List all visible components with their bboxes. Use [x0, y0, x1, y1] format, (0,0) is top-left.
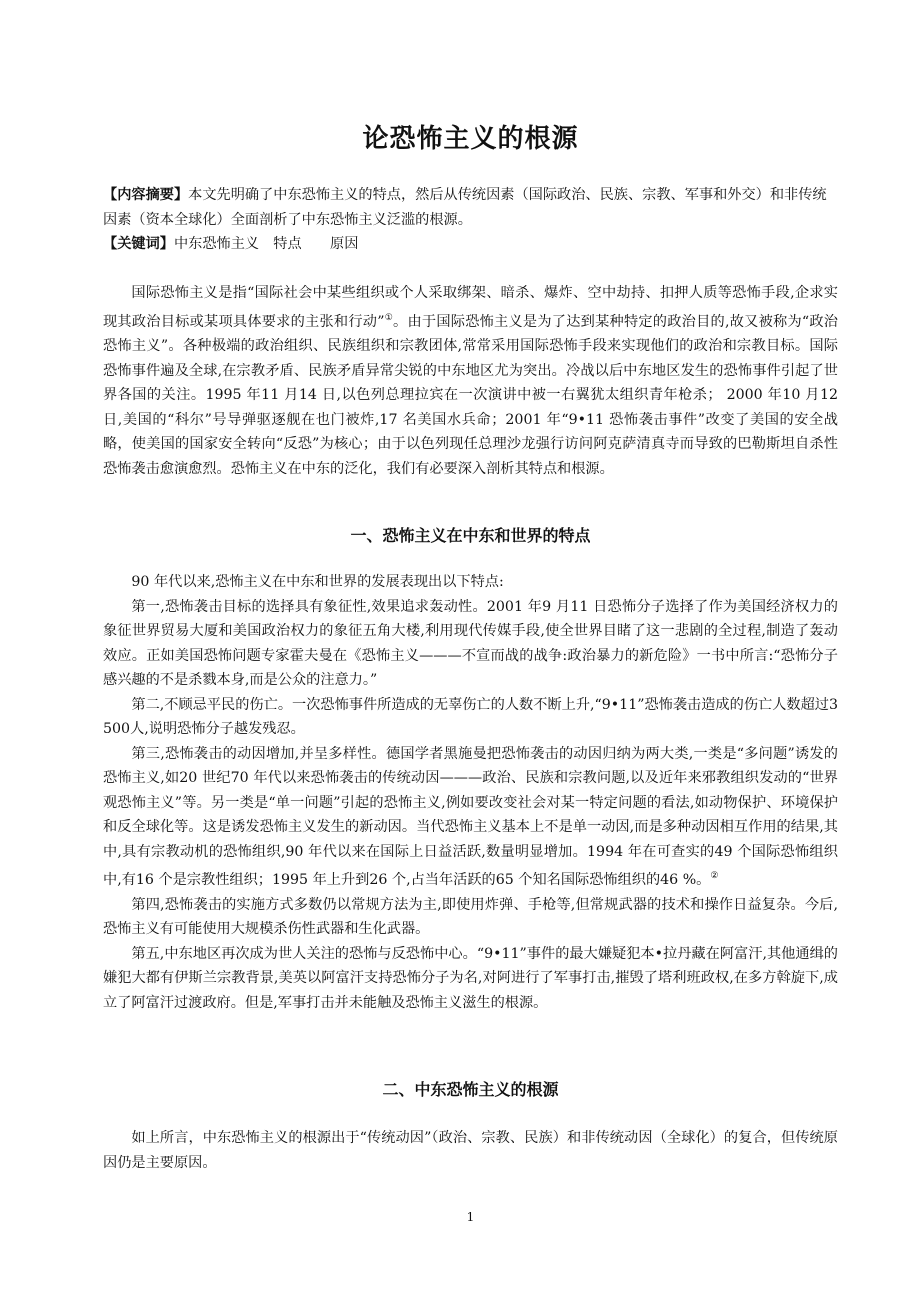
section-1-body: [103, 570, 838, 1015]
intro-text-a: 国际恐怖主义是指“国际社会中某些组织或个人采取绑架、暗杀、爆炸、空中劫持、扣押人质等恐怖手段,企求实现其政治目标或某项具体要求的主张和行动”: [103, 285, 838, 330]
section-1-paragraph: 第一,恐怖袭击目标的选择具有象征性,效果追求轰动性。2001 年9 月11 日恐怖分子选择了作为美国经济权力的象征世界贸易大厦和美国政治权力的象征五角大楼,利用现代传媒手段,使全世界目睹了这一悲剧的全过程,制造了轰动效应。正如美国恐怖问题专家霍夫曼在《恐怖主义———不宣而战的战争:政治暴力的新危险》一书中所言:“恐怖分子感兴趣的不是杀戮本身,而是公众的注意力。”: [103, 598, 838, 688]
section-1-paragraph-text: 第三,恐怖袭击的动因增加,并呈多样性。德国学者黑施曼把恐怖袭击的动因归纳为两大类,一类是“多问题”诱发的恐怖主义,如20 世纪70 年代以来恐怖袭击的传统动因———政治、民族和宗教问题,以及近年来邪教组织发动的“世界观恐怖主义”等。另一类是“单一问题”引起的恐怖主义,例如要改变社会对某一特定问题的看法,如动物保护、环境保护和反全球化等。这是诱发恐怖主义发生的新动因。当代恐怖主义基本上不是单一动因,而是多种动因相互作用的结果,其中,具有宗教动机的恐怖组织,90 年代以来在国际上日益活跃,数量明显增加。1994 年在可查实的49 个国际恐怖组织中,有16 个是宗教性组织；1995 年上升到26 个,占当年活跃的65 个知名国际恐怖组织的46 %。: [103, 745, 838, 888]
page-number: 1: [466, 1210, 475, 1224]
section-1-paragraph: 第二,不顾忌平民的伤亡。一次恐怖事件所造成的无辜伤亡的人数不断上升,“9•11”恐怖袭击造成的伤亡人数超过3 500人,说明恐怖分子越发残忍。: [103, 696, 838, 737]
abstract-block: [103, 183, 838, 257]
section-2-body: [103, 1126, 838, 1175]
abstract-text: 本文先明确了中东恐怖主义的特点，然后从传统因素（国际政治、民族、宗教、军事和外交）和非传统因素（资本全球化）全面剖析了中东恐怖主义泛滥的根源。: [103, 187, 827, 228]
section-1-heading: 一、恐怖主义在中东和世界的特点: [350, 526, 591, 545]
document-title: 论恐怖主义的根源: [362, 124, 579, 154]
abstract: [103, 183, 838, 232]
section-1-paragraph: 第五,中东地区再次成为世人关注的恐怖与反恐怖中心。“9•11”事件的最大嫌疑犯本•拉丹藏在阿富汗,其他通缉的嫌犯大都有伊斯兰宗教背景,美英以阿富汗支持恐怖分子为名,对阿进行了军事打击,摧毁了塔利班政权,在多方斡旋下,成立了阿富汗过渡政府。但是,军事打击并未能触及恐怖主义滋生的根源。: [103, 945, 838, 1011]
section-1-paragraph: [103, 742, 838, 893]
keywords: [103, 232, 838, 257]
footnote-ref-2[interactable]: ②: [710, 871, 719, 881]
section-2-paragraph: 如上所言，中东恐怖主义的根源出于“传统动因”（政治、宗教、民族）和非传统动因（全球化）的复合，但传统原因仍是主要原因。: [103, 1130, 838, 1171]
abstract-label: 【内容摘要】: [103, 187, 189, 203]
keywords-label: 【关键词】: [103, 236, 174, 252]
section-1-paragraph: 90 年代以来,恐怖主义在中东和世界的发展表现出以下特点:: [131, 574, 504, 590]
section-2-heading: 二、中东恐怖主义的根源: [382, 1080, 559, 1099]
intro-text-b: 。由于国际恐怖主义是为了达到某种特定的政治目的,故又被称为“政治恐怖主义”。各种极端的政治组织、民族组织和宗教团体,常常采用国际恐怖手段来实现他们的政治和宗教目标。国际恐怖事件遍及全球,在宗教矛盾、民族矛盾异常尖锐的中东地区尤为突出。冷战以后中东地区发生的恐怖事件引起了世界各国的关注。1995 年11 月14 日,以色列总理拉宾在一次演讲中被一右翼犹太组织青年枪杀； 2000 年10 月12 日,美国的“科尔”号导弹驱逐舰在也门被炸,17 名美国水兵命；2001 年“9•11 恐怖袭击事件”改变了美国的安全战略，使美国的国家安全转向“反恐”为核心；由于以色列现任总理沙龙强行访问阿克萨清真寺而导致的巴勒斯坦自杀性恐怖袭击愈演愈烈。恐怖主义在中东的泛化，我们有必要深入剖析其特点和根源。: [103, 313, 838, 477]
section-1-paragraph: 第四,恐怖袭击的实施方式多数仍以常规方法为主,即使用炸弹、手枪等,但常规武器的技术和操作日益复杂。今后,恐怖主义有可能使用大规模杀伤性武器和生化武器。: [103, 896, 838, 937]
footnote-ref-1[interactable]: ①: [384, 312, 394, 323]
intro-block: [103, 281, 838, 481]
keywords-text: 中东恐怖主义 特点 原因: [173, 236, 359, 252]
intro-paragraph: [103, 281, 838, 481]
